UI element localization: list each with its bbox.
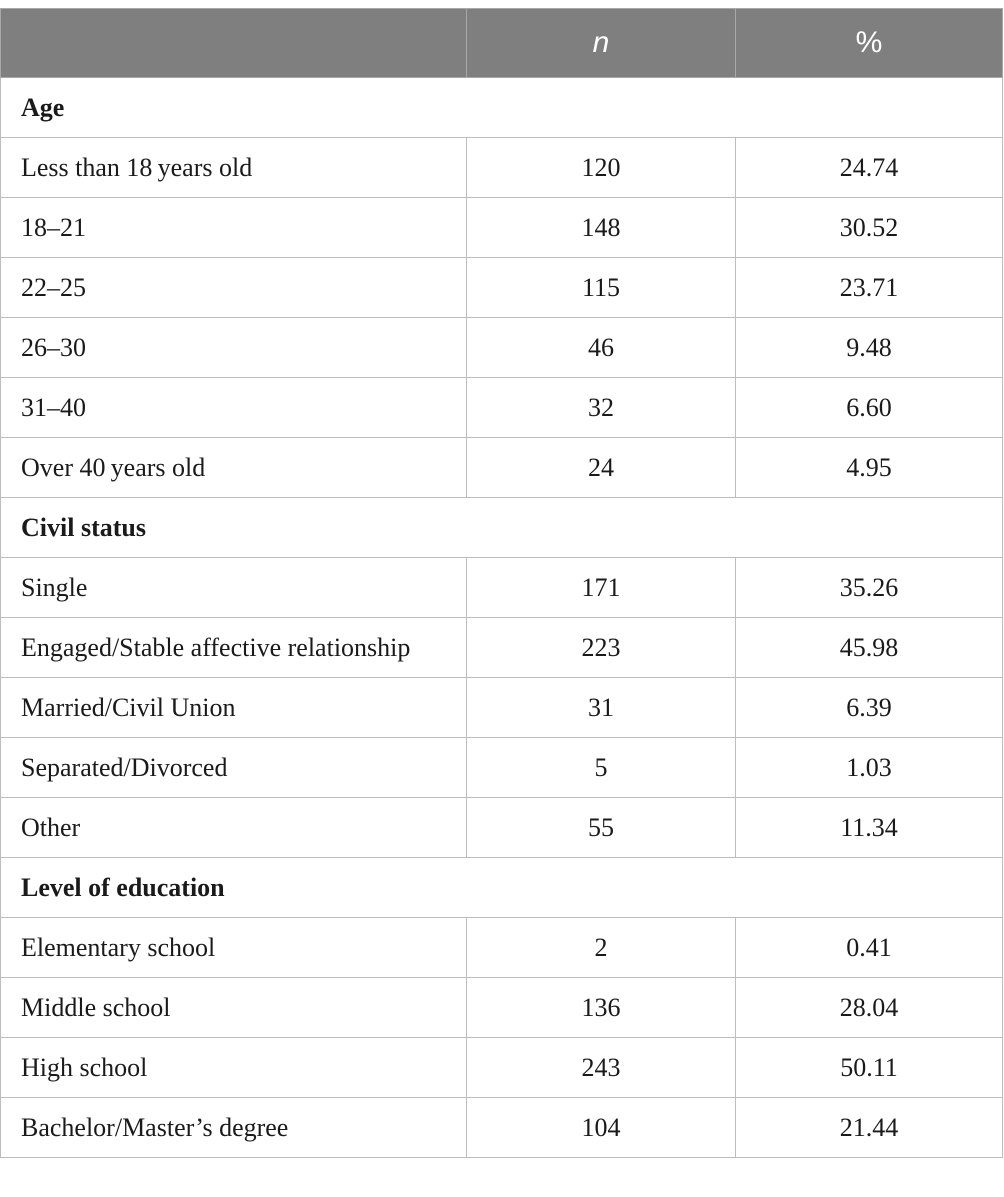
- table-row: [1, 1038, 1003, 1098]
- table-row: [1, 918, 1003, 978]
- table-header: [1, 9, 1003, 78]
- row-percent: 6.39: [736, 678, 1003, 738]
- row-label: Other: [1, 798, 467, 858]
- table-row: [1, 438, 1003, 498]
- demographics-table-container: [0, 8, 1002, 1158]
- row-label: Single: [1, 558, 467, 618]
- row-percent: 4.95: [736, 438, 1003, 498]
- section-title: Civil status: [1, 498, 1003, 558]
- table-row: [1, 258, 1003, 318]
- row-count: 223: [467, 618, 736, 678]
- section-header-row: [1, 498, 1003, 558]
- row-percent: 0.41: [736, 918, 1003, 978]
- row-label: Separated/Divorced: [1, 738, 467, 798]
- row-label: High school: [1, 1038, 467, 1098]
- row-label: Elementary school: [1, 918, 467, 978]
- row-percent: 9.48: [736, 318, 1003, 378]
- row-label: Less than 18 years old: [1, 138, 467, 198]
- row-count: 46: [467, 318, 736, 378]
- row-percent: 11.34: [736, 798, 1003, 858]
- table-row: [1, 678, 1003, 738]
- table-row: [1, 798, 1003, 858]
- table-row: [1, 978, 1003, 1038]
- section-title: Age: [1, 78, 1003, 138]
- row-percent: 45.98: [736, 618, 1003, 678]
- table-row: [1, 198, 1003, 258]
- row-label: 18–21: [1, 198, 467, 258]
- row-count: 243: [467, 1038, 736, 1098]
- table-row: [1, 558, 1003, 618]
- header-label-cell: [1, 9, 467, 78]
- row-label: Middle school: [1, 978, 467, 1038]
- header-percent: %: [736, 9, 1003, 78]
- row-percent: 24.74: [736, 138, 1003, 198]
- table-row: [1, 738, 1003, 798]
- row-count: 171: [467, 558, 736, 618]
- header-row: [1, 9, 1003, 78]
- row-percent: 6.60: [736, 378, 1003, 438]
- row-count: 32: [467, 378, 736, 438]
- row-label: 26–30: [1, 318, 467, 378]
- row-percent: 21.44: [736, 1098, 1003, 1158]
- row-count: 115: [467, 258, 736, 318]
- row-count: 148: [467, 198, 736, 258]
- section-title: Level of education: [1, 858, 1003, 918]
- row-count: 136: [467, 978, 736, 1038]
- row-count: 24: [467, 438, 736, 498]
- header-n: n: [467, 9, 736, 78]
- demographics-table: [0, 8, 1003, 1158]
- row-percent: 23.71: [736, 258, 1003, 318]
- table-row: [1, 138, 1003, 198]
- row-label: Over 40 years old: [1, 438, 467, 498]
- table-row: [1, 618, 1003, 678]
- table-body: [1, 78, 1003, 1158]
- row-label: Married/Civil Union: [1, 678, 467, 738]
- section-header-row: [1, 78, 1003, 138]
- row-count: 55: [467, 798, 736, 858]
- row-count: 31: [467, 678, 736, 738]
- row-label: Bachelor/Master’s degree: [1, 1098, 467, 1158]
- row-percent: 1.03: [736, 738, 1003, 798]
- row-label: 31–40: [1, 378, 467, 438]
- row-percent: 30.52: [736, 198, 1003, 258]
- row-percent: 35.26: [736, 558, 1003, 618]
- row-count: 104: [467, 1098, 736, 1158]
- row-percent: 28.04: [736, 978, 1003, 1038]
- row-label: Engaged/Stable affective relationship: [1, 618, 467, 678]
- section-header-row: [1, 858, 1003, 918]
- table-row: [1, 1098, 1003, 1158]
- row-percent: 50.11: [736, 1038, 1003, 1098]
- row-count: 120: [467, 138, 736, 198]
- row-label: 22–25: [1, 258, 467, 318]
- row-count: 5: [467, 738, 736, 798]
- table-row: [1, 318, 1003, 378]
- row-count: 2: [467, 918, 736, 978]
- table-row: [1, 378, 1003, 438]
